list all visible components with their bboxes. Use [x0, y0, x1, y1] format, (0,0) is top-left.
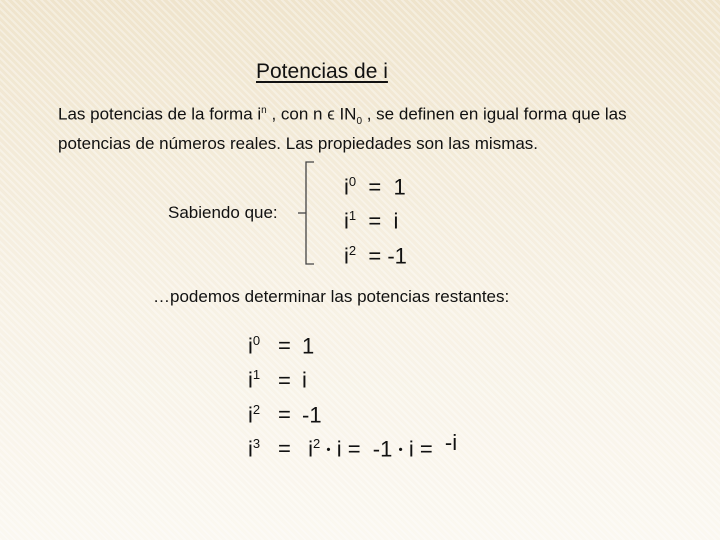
power-exponent: 1: [252, 367, 261, 383]
fact-value: 1: [393, 174, 406, 200]
fact-equals: =: [368, 242, 382, 268]
power-value: i: [302, 367, 307, 393]
term-tail: i =: [336, 436, 361, 462]
known-fact-row: [344, 236, 407, 270]
term-exponent: 2: [313, 435, 321, 451]
fact-equals: =: [368, 174, 382, 200]
fact-base: i: [344, 174, 349, 200]
known-facts: [344, 167, 407, 270]
continuation-text: …podemos determinar las potencias restantes:: [153, 287, 510, 306]
power-base: i: [248, 436, 253, 462]
fact-base: i: [344, 208, 349, 234]
intro-subscript-0: 0: [356, 116, 363, 128]
power-base: i: [248, 367, 253, 393]
power-row: [248, 395, 457, 429]
fact-value: -1: [387, 242, 407, 268]
power-base: i: [248, 333, 253, 359]
power-result: -i: [444, 430, 458, 456]
fact-value: i: [393, 208, 399, 234]
intro-text-3: , se definen en igual forma que las potencias de números reales. Las propiedades son las mismas.: [58, 104, 627, 154]
intro-superscript-n: n: [261, 105, 267, 116]
power-row-i3: [248, 429, 457, 464]
multiply-dot: •: [326, 442, 331, 457]
power-value: 1: [302, 333, 315, 359]
power-exponent: 0: [252, 333, 261, 348]
term-tail: i =: [408, 436, 433, 462]
power-exponent: 2: [252, 401, 261, 417]
slide-title: Potencias de i: [256, 60, 388, 83]
power-row: [248, 326, 457, 360]
power-equals: =: [278, 333, 291, 359]
power-row: [248, 360, 457, 394]
power-value: -1: [302, 401, 322, 427]
fact-equals: =: [368, 208, 382, 234]
known-fact-row: [344, 167, 407, 201]
powers-list: [248, 326, 457, 464]
power-equals: =: [278, 401, 291, 427]
bracket-brace: [296, 160, 320, 266]
term-base: i: [308, 436, 314, 462]
power-equals: =: [278, 367, 291, 393]
intro-text-1: Las potencias de la forma i: [58, 104, 262, 124]
sabiendo-label: Sabiendo que:: [168, 203, 278, 222]
term-neg-one: -1: [372, 436, 393, 462]
known-fact-row: [344, 201, 407, 235]
fact-exponent: 1: [348, 208, 357, 224]
power-base: i: [248, 401, 253, 427]
fact-exponent: 0: [348, 174, 357, 189]
fact-exponent: 2: [348, 242, 357, 258]
intro-paragraph: [58, 100, 698, 155]
intro-text-2: , con n ϵ IN: [266, 104, 357, 124]
power-exponent: 3: [252, 435, 261, 451]
multiply-dot: •: [398, 442, 403, 457]
fact-base: i: [344, 242, 349, 268]
power-equals: =: [278, 436, 291, 462]
